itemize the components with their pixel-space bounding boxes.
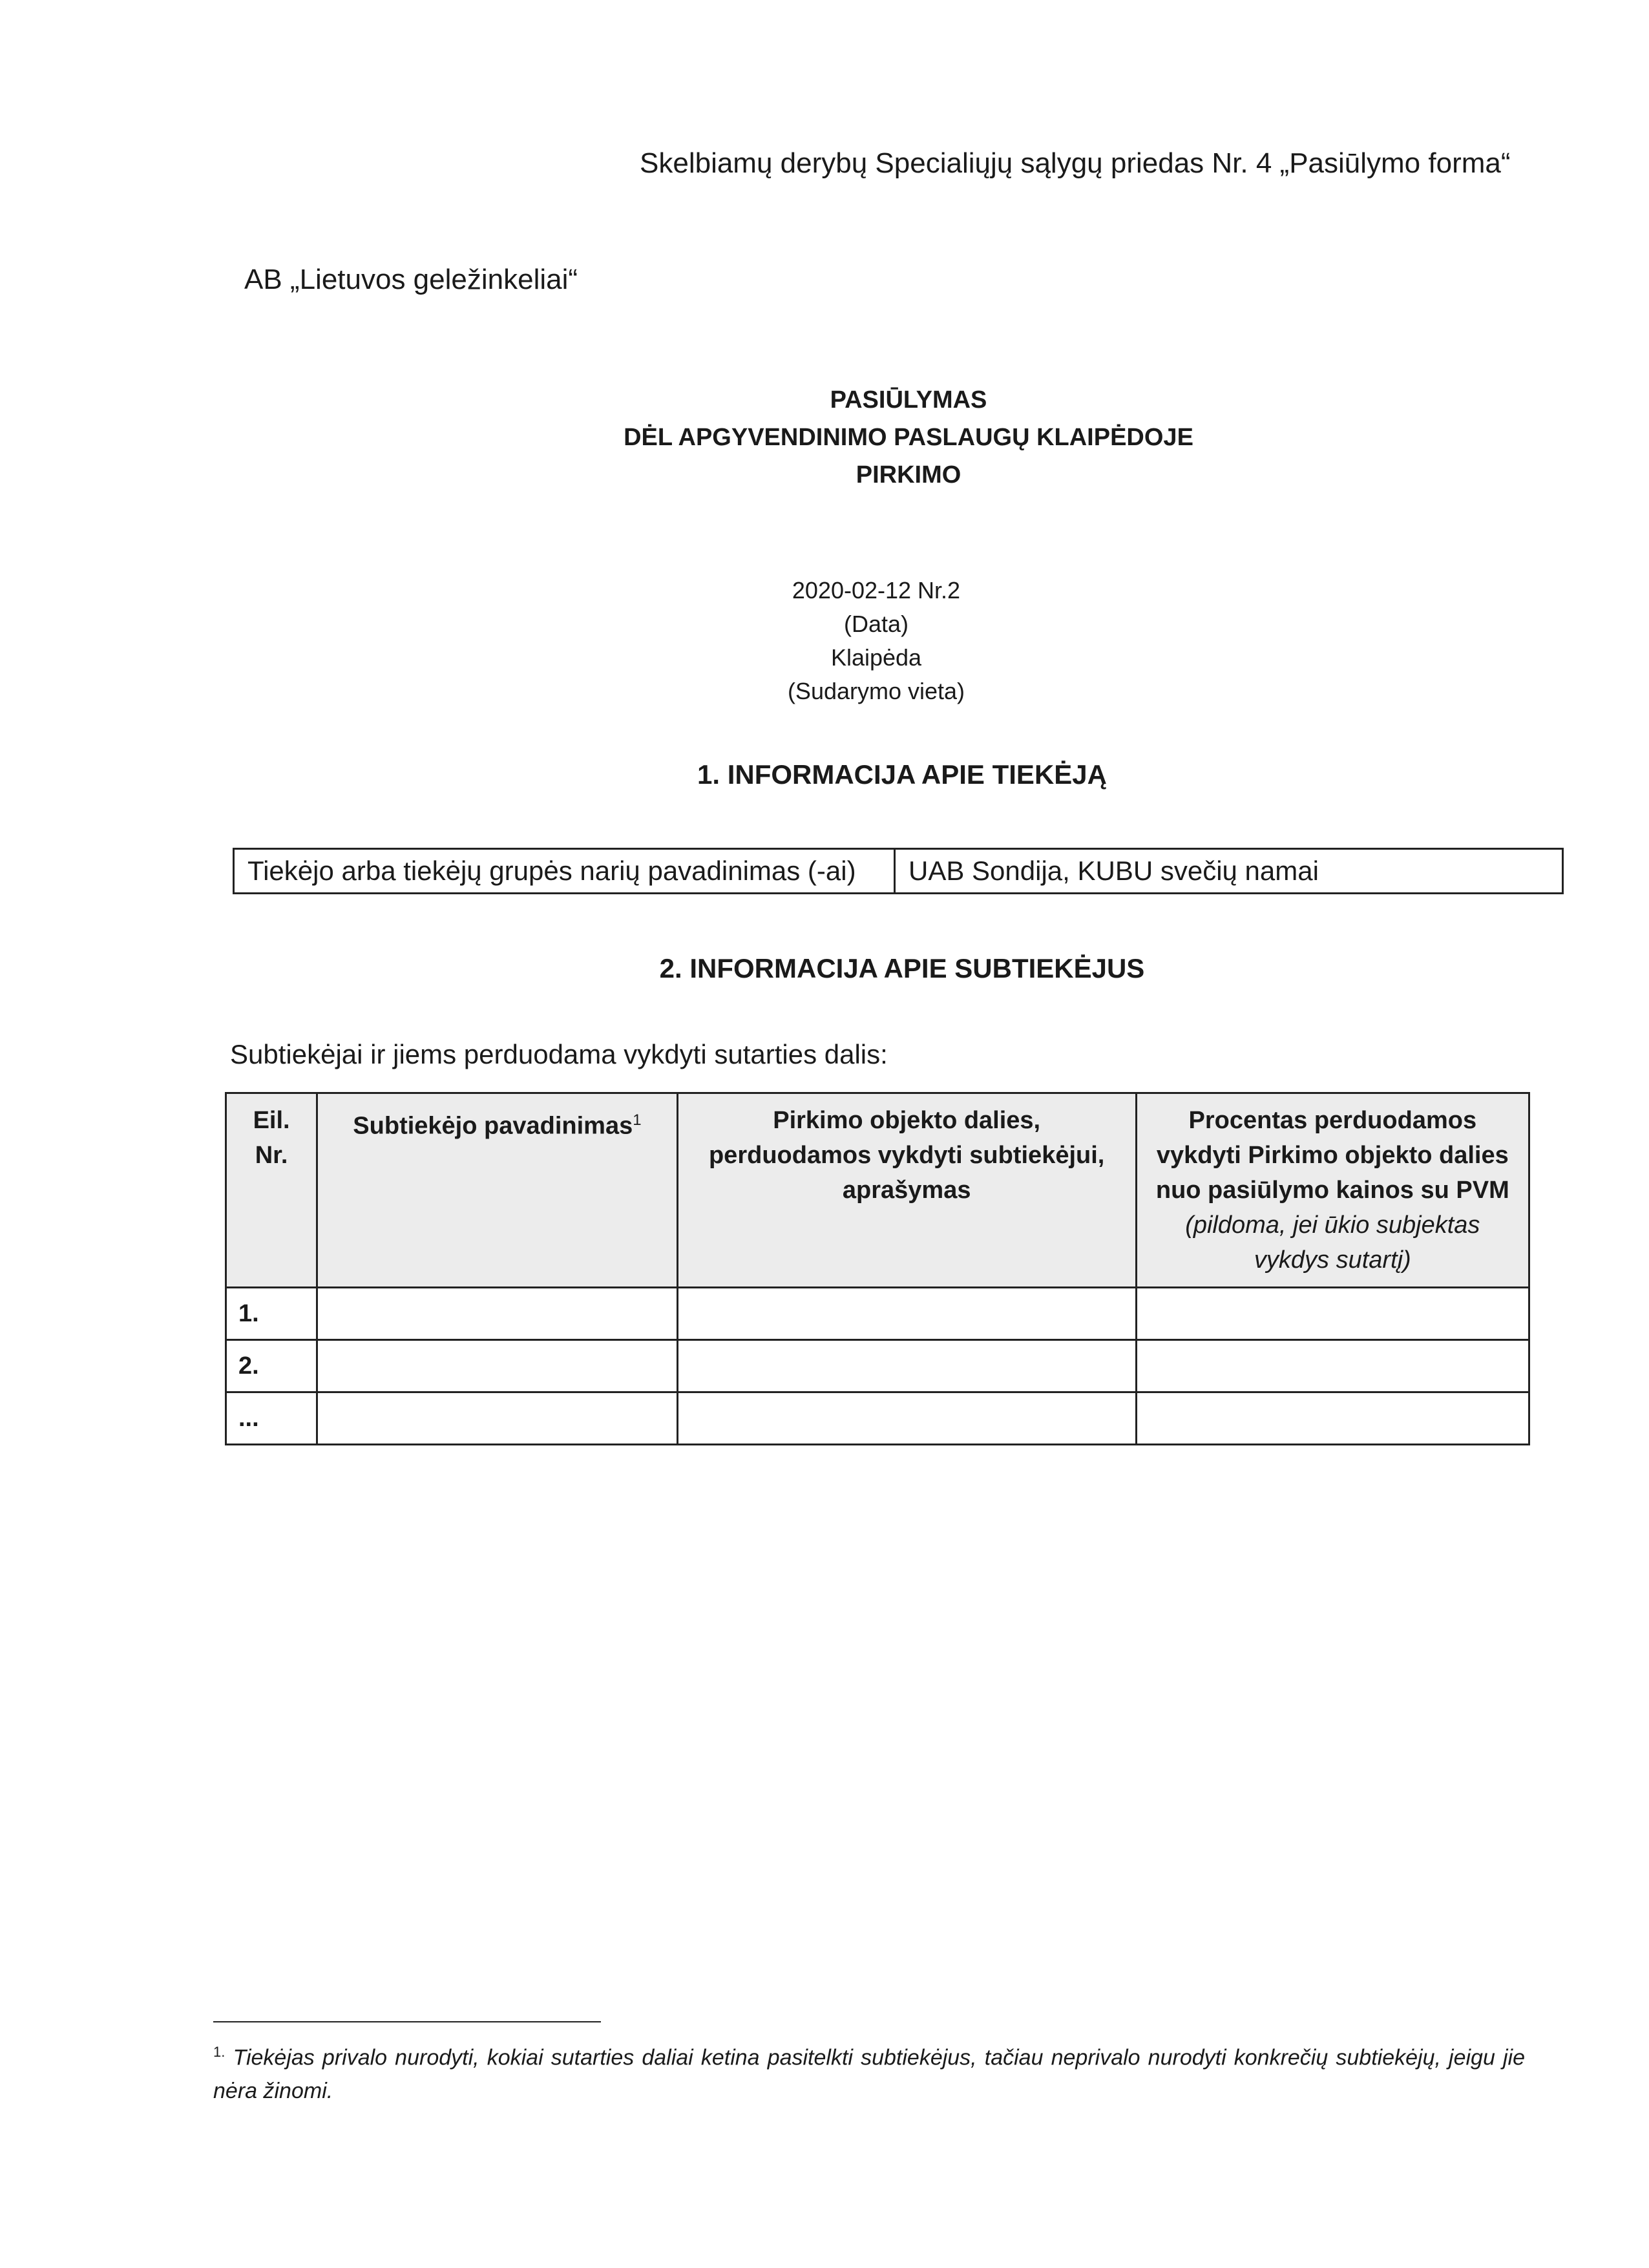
column-header-description bbox=[677, 1093, 1136, 1288]
document-title bbox=[84, 381, 1649, 494]
cell-empty bbox=[1136, 1392, 1529, 1445]
cell-empty bbox=[677, 1392, 1136, 1445]
title-line-3: PIRKIMO bbox=[856, 461, 961, 488]
footnote-marker: 1. bbox=[213, 2044, 226, 2060]
column-header-number bbox=[226, 1093, 317, 1288]
row-number: 1. bbox=[226, 1288, 317, 1340]
column-header-percentage-text: Procentas perduodamos vykdyti Pirkimo objekto dalies nuo pasiūlymo kainos su PVM bbox=[1155, 1107, 1509, 1204]
footnote-reference: 1 bbox=[633, 1111, 642, 1129]
annex-reference: Skelbiamų derybų Specialiųjų sąlygų priedas Nr. 4 „Pasiūlymo forma“ bbox=[640, 147, 1511, 179]
date-number: 2020-02-12 Nr.2 bbox=[792, 577, 961, 604]
section-2-heading: 2. INFORMACIJA APIE SUBTIEKĖJUS bbox=[659, 953, 1145, 983]
table-row bbox=[234, 849, 1563, 894]
supplier-table bbox=[233, 848, 1564, 894]
cell-empty bbox=[677, 1288, 1136, 1340]
section-1-heading: 1. INFORMACIJA APIE TIEKĖJĄ bbox=[697, 759, 1107, 790]
cell-empty bbox=[1136, 1340, 1529, 1392]
subcontractors-table bbox=[225, 1092, 1530, 1445]
cell-empty bbox=[317, 1392, 678, 1445]
footnote-divider bbox=[213, 2021, 601, 2022]
title-line-1: PASIŪLYMAS bbox=[830, 386, 987, 414]
table-row bbox=[226, 1288, 1529, 1340]
cell-empty bbox=[317, 1340, 678, 1392]
column-header-description-text: Pirkimo objekto dalies, perduodamos vykdyti subtiekėjui, aprašymas bbox=[708, 1107, 1105, 1204]
column-header-name bbox=[317, 1093, 678, 1288]
footnote bbox=[213, 2035, 1525, 2108]
supplier-value: UAB Sondija, KUBU svečių namai bbox=[895, 849, 1563, 894]
subcontractors-intro: Subtiekėjai ir jiems perduodama vykdyti sutarties dalis: bbox=[230, 1039, 888, 1069]
document-meta bbox=[52, 574, 1649, 708]
row-number: ... bbox=[226, 1392, 317, 1445]
column-header-number-text: Eil. Nr. bbox=[253, 1107, 290, 1169]
place: Klaipėda bbox=[830, 644, 922, 671]
organization-name: AB „Lietuvos geležinkeliai“ bbox=[244, 264, 578, 295]
title-line-2: DĖL APGYVENDINIMO PASLAUGŲ KLAIPĖDOJE bbox=[624, 424, 1193, 451]
place-caption: (Sudarymo vieta) bbox=[787, 678, 965, 704]
column-header-percentage bbox=[1136, 1093, 1529, 1288]
table-row bbox=[226, 1340, 1529, 1392]
column-header-percentage-note: (pildoma, jei ūkio subjektas vykdys sutartį) bbox=[1185, 1212, 1480, 1274]
table-row bbox=[226, 1392, 1529, 1445]
column-header-name-text: Subtiekėjo pavadinimas bbox=[353, 1112, 633, 1140]
supplier-label: Tiekėjo arba tiekėjų grupės narių pavadinimas (-ai) bbox=[234, 849, 895, 894]
cell-empty bbox=[1136, 1288, 1529, 1340]
date-caption: (Data) bbox=[843, 611, 909, 637]
cell-empty bbox=[677, 1340, 1136, 1392]
table-header-row bbox=[226, 1093, 1529, 1288]
footnote-text: Tiekėjas privalo nurodyti, kokiai sutarties daliai ketina pasitelkti subtiekėjus, tačiau neprivalo nurodyti konkrečių subtiekėjų, jeigu jie nėra žinomi. bbox=[213, 2045, 1526, 2104]
row-number: 2. bbox=[226, 1340, 317, 1392]
cell-empty bbox=[317, 1288, 678, 1340]
